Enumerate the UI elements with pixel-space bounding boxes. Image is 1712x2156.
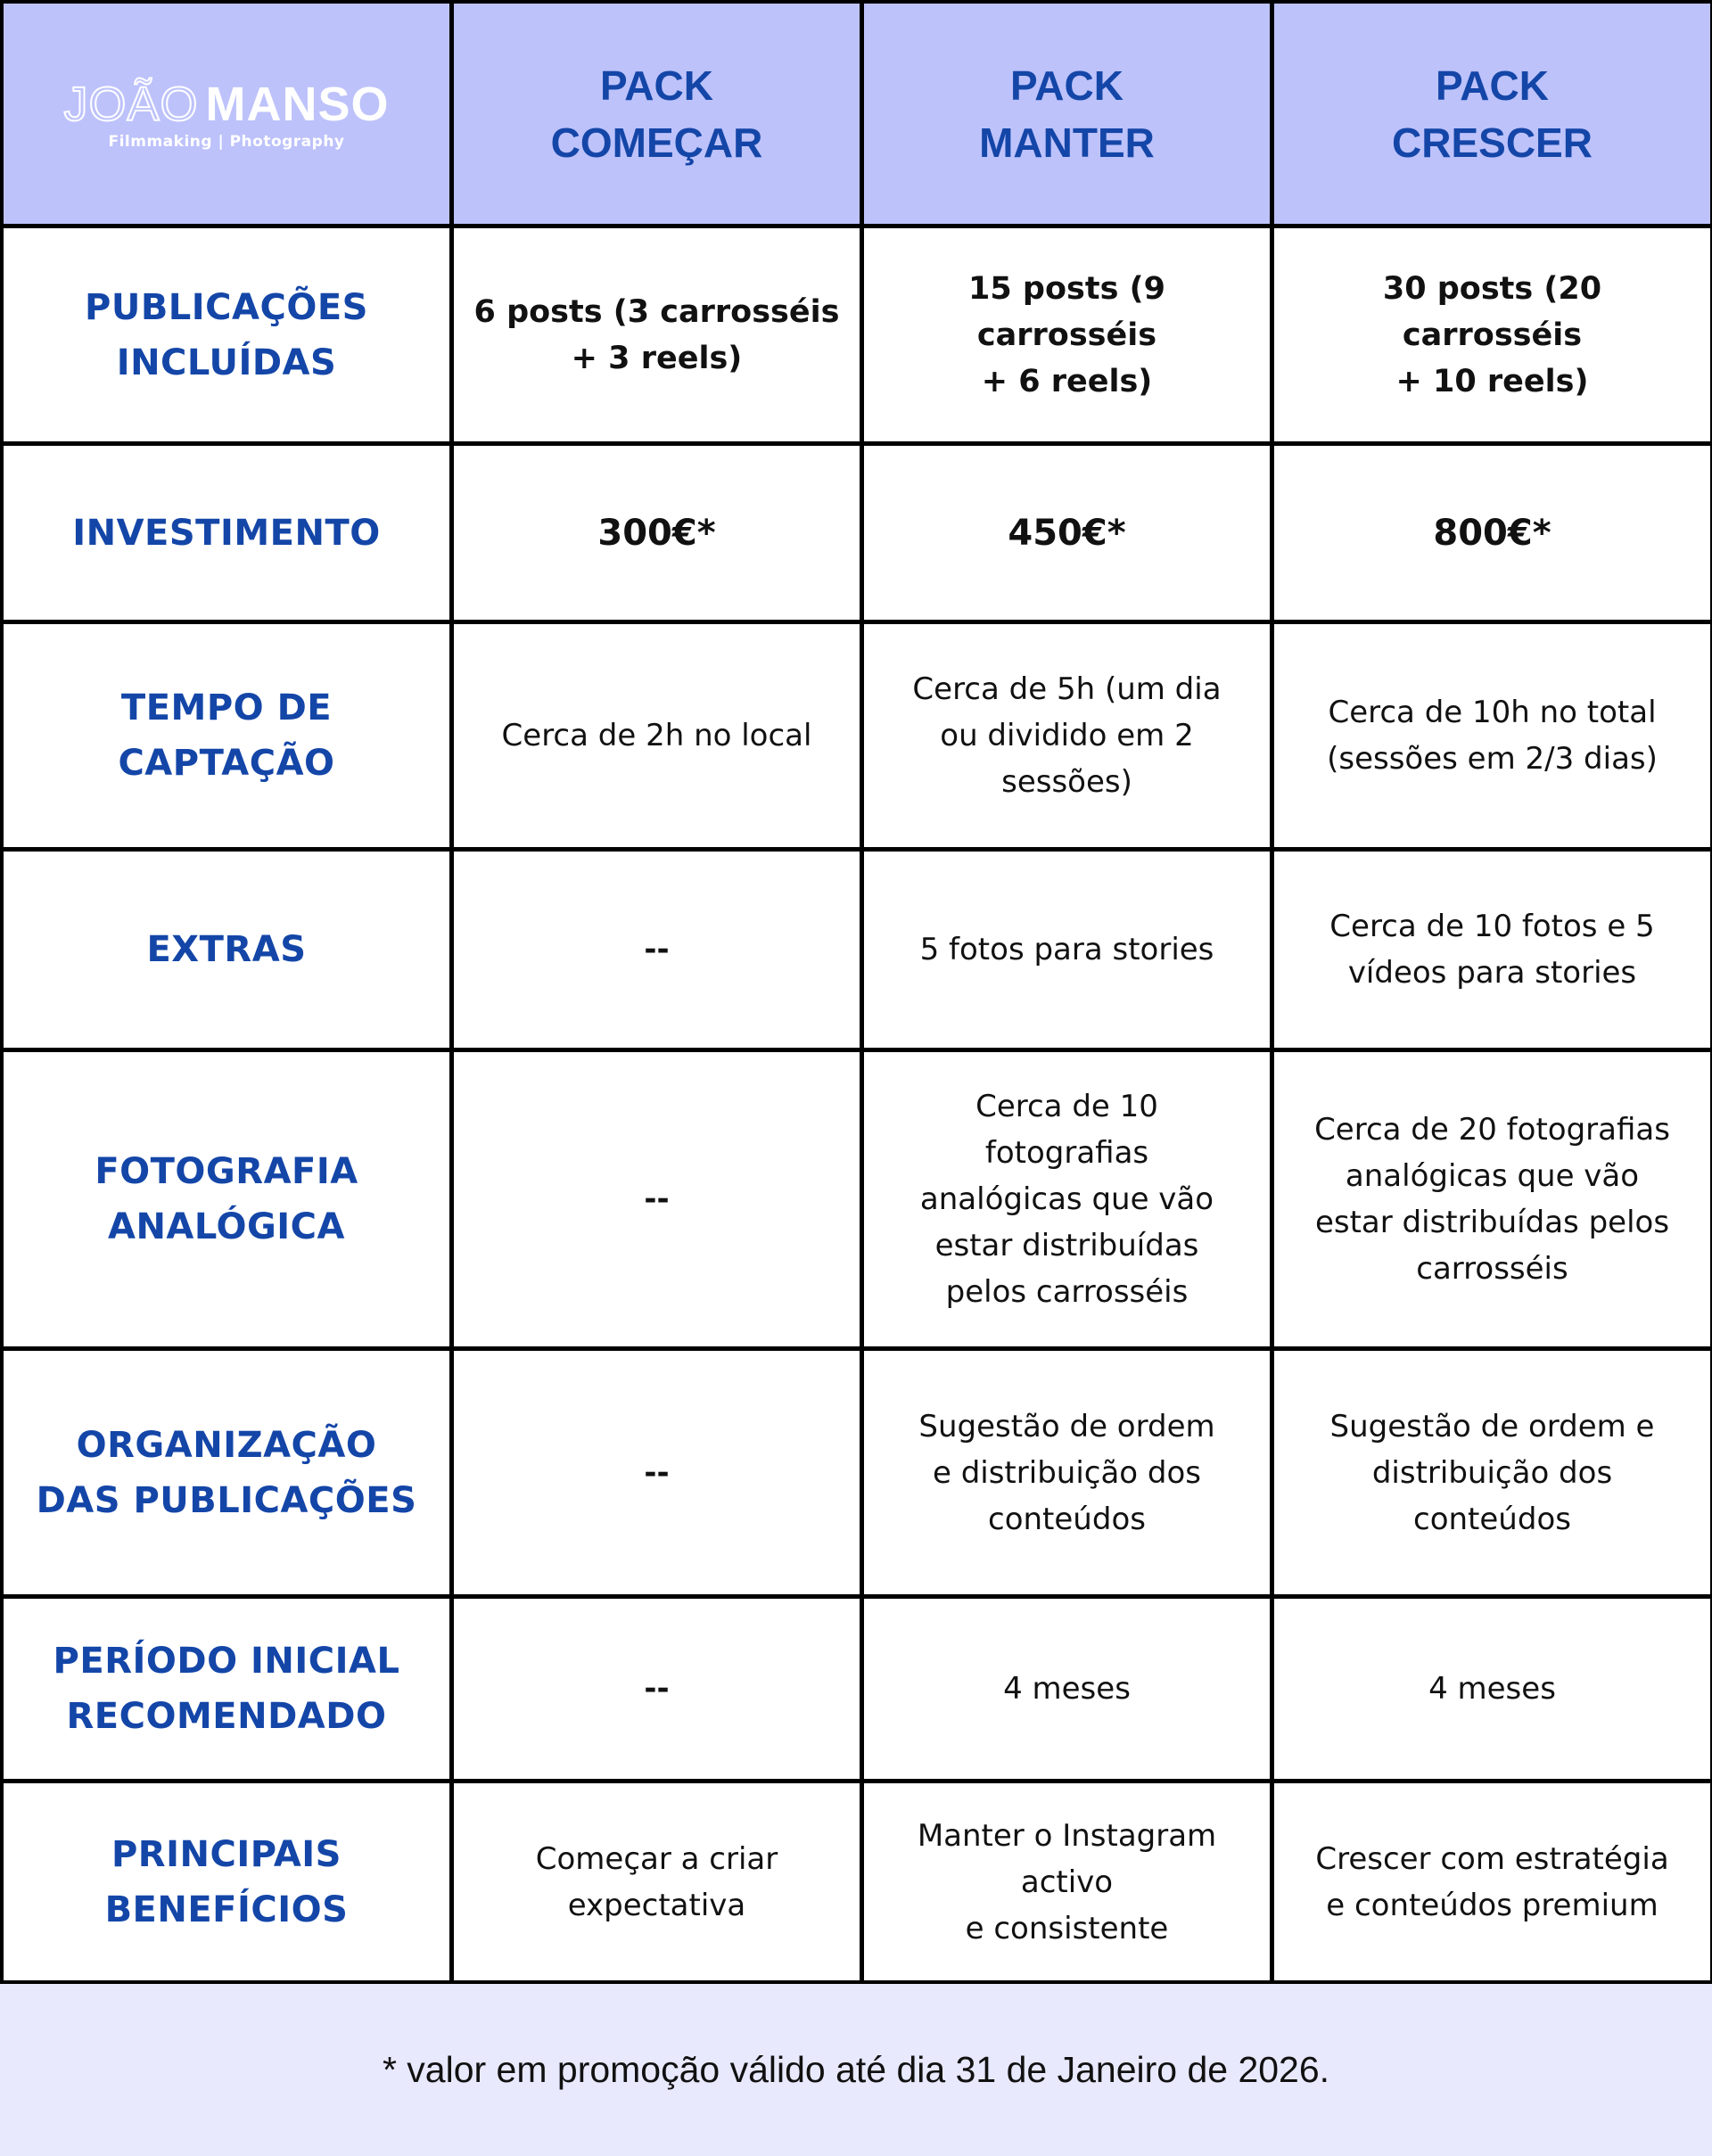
table-cell: [454, 852, 860, 1048]
row-label-publicacoes: PUBLICAÇÕES INCLUÍDAS: [85, 286, 368, 383]
promo-footnote: * valor em promoção válido até dia 31 de Janeiro de 2026.: [382, 2049, 1330, 2090]
cell-value: Crescer com estratégia e conteúdos premium: [1315, 1840, 1669, 1923]
cell-value: 15 posts (9 carrosséis + 6 reels): [968, 270, 1165, 399]
table-cell: [864, 1599, 1270, 1779]
cell-value: 5 fotos para stories: [919, 932, 1214, 967]
cell-value: 4 meses: [1003, 1671, 1131, 1707]
row-label-cell: [4, 1599, 449, 1779]
row-label-cell: [4, 1052, 449, 1346]
table-cell: [1274, 1351, 1710, 1594]
row-label-beneficios: PRINCIPAIS BENEFÍCIOS: [104, 1833, 349, 1930]
table-cell: [864, 624, 1270, 847]
pack-title: PACK CRESCER: [1392, 62, 1593, 166]
table-cell: [1274, 1052, 1710, 1346]
cell-value: Sugestão de ordem e distribuição dos conteúdos: [918, 1408, 1215, 1537]
table-cell: [1274, 624, 1710, 847]
logo-first-name: JOÃO: [63, 77, 199, 131]
cell-value: Cerca de 10h no total (sessões em 2/3 dias): [1327, 695, 1658, 777]
logo-wordmark: [63, 78, 389, 131]
row-label-investimento: INVESTIMENTO: [72, 512, 381, 554]
cell-value: Cerca de 10 fotografias analógicas que vão estar distribuídas pelos carrosséis: [919, 1089, 1214, 1310]
price-value: 800€*: [1433, 512, 1552, 554]
table-cell: [864, 1351, 1270, 1594]
brand-logo: [63, 78, 389, 151]
cell-value: Cerca de 5h (um dia ou dividido em 2 sessões): [912, 671, 1222, 800]
empty-dash: --: [644, 932, 670, 967]
table-cell: [1274, 852, 1710, 1048]
row-label-cell: [4, 624, 449, 847]
table-cell: [1274, 446, 1710, 620]
pack-title: PACK COMEÇAR: [550, 62, 763, 166]
table-cell: [864, 228, 1270, 441]
cell-value: 6 posts (3 carrosséis + 3 reels): [473, 293, 840, 376]
row-label-extras: EXTRAS: [146, 929, 307, 970]
row-label-cell: [4, 446, 449, 620]
table-cell: [864, 1783, 1270, 1980]
table-cell: [864, 1052, 1270, 1346]
pack-header-crescer: [1274, 4, 1710, 224]
logo-tagline: Filmmaking | Photography: [108, 132, 345, 151]
logo-last-name: MANSO: [205, 77, 390, 131]
table-cell: [454, 446, 860, 620]
cell-value: 4 meses: [1428, 1671, 1556, 1707]
pack-title: PACK MANTER: [979, 62, 1155, 166]
table-cell: [1274, 1783, 1710, 1980]
price-value: 300€*: [597, 512, 716, 554]
table-cell: [454, 1052, 860, 1346]
empty-dash: --: [644, 1671, 670, 1707]
table-cell: [1274, 228, 1710, 441]
table-cell: [454, 1351, 860, 1594]
table-cell: [454, 1599, 860, 1779]
row-label-fotografia: FOTOGRAFIA ANALÓGICA: [95, 1151, 358, 1247]
logo-cell: [4, 4, 449, 224]
table-cell: [864, 852, 1270, 1048]
cell-value: Sugestão de ordem e distribuição dos conteúdos: [1329, 1408, 1655, 1537]
row-label-cell: [4, 1351, 449, 1594]
pack-header-comecar: [454, 4, 860, 224]
row-label-cell: [4, 852, 449, 1048]
cell-value: Cerca de 10 fotos e 5 vídeos para stories: [1329, 909, 1655, 991]
pack-header-manter: [864, 4, 1270, 224]
table-cell: [454, 228, 860, 441]
cell-value: Cerca de 2h no local: [501, 718, 812, 753]
table-cell: [454, 1783, 860, 1980]
cell-value: 30 posts (20 carrosséis + 10 reels): [1382, 270, 1602, 399]
empty-dash: --: [644, 1454, 670, 1491]
table-cell: [1274, 1599, 1710, 1779]
cell-value: Começar a criar expectativa: [535, 1840, 778, 1923]
cell-value: Manter o Instagram activo e consistente: [917, 1817, 1217, 1946]
price-value: 450€*: [1008, 512, 1126, 554]
cell-value: Cerca de 20 fotografias analógicas que vão estar distribuídas pelos carrosséis: [1314, 1112, 1670, 1287]
row-label-cell: [4, 1783, 449, 1980]
row-label-periodo: PERÍODO INICIAL RECOMENDADO: [53, 1641, 400, 1737]
row-label-cell: [4, 228, 449, 441]
empty-dash: --: [644, 1181, 670, 1217]
table-cell: [864, 446, 1270, 620]
table-cell: [454, 624, 860, 847]
row-label-tempo: TEMPO DE CAPTAÇÃO: [118, 687, 335, 784]
row-label-organizacao: ORGANIZAÇÃO DAS PUBLICAÇÕES: [36, 1424, 417, 1521]
